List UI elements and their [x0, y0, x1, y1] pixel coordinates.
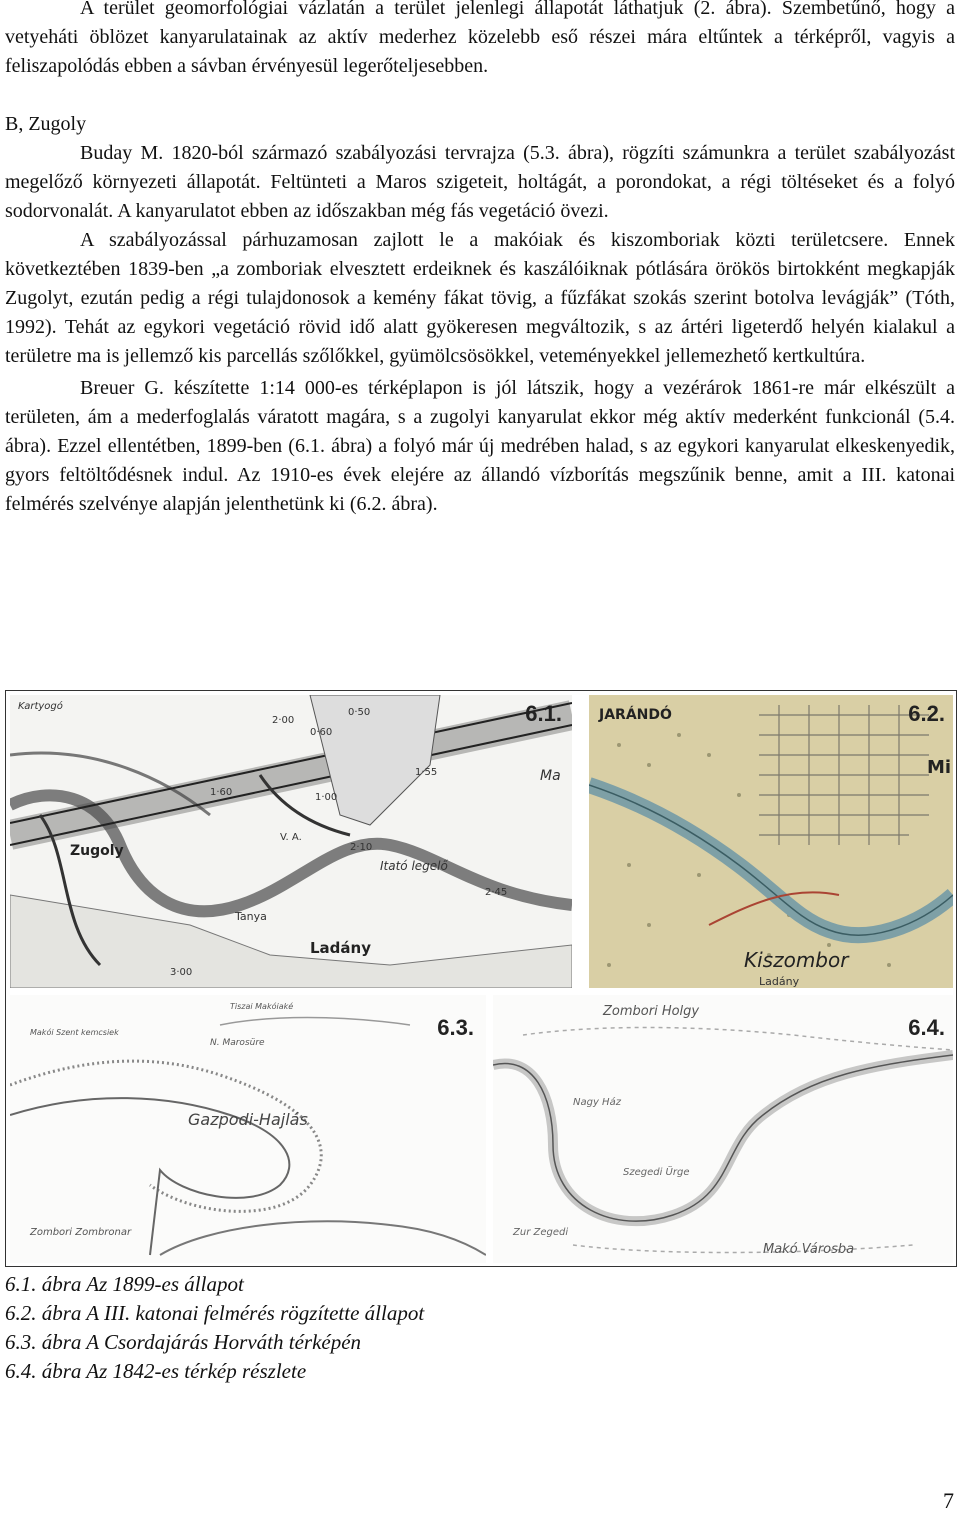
label-zombori-holgy: Zombori Holgy	[603, 1004, 700, 1019]
label-itato: Itató legelő	[380, 859, 448, 873]
label-300: 3·00	[170, 967, 193, 978]
label-ladany-2: Ladány	[759, 975, 800, 988]
label-245: 2·45	[485, 887, 508, 898]
label-tanya: Tanya	[235, 910, 267, 923]
label-200: 2·00	[272, 715, 295, 726]
figure-6-1	[10, 695, 572, 988]
caption-6-2: 6.2. ábra A III. katonai felmérés rögzítette állapot	[5, 1301, 425, 1325]
label-szegedi-urge: Szegedi Ürge	[623, 1167, 690, 1178]
map-third-survey	[589, 695, 953, 988]
label-nmuma: N. Marosüre	[210, 1038, 265, 1048]
label-050: 0·50	[348, 707, 371, 718]
figure-panel	[5, 690, 957, 1267]
label-100: 1·00	[315, 792, 338, 803]
paragraph-4: Breuer G. készítette 1:14 000-es térképlapon is jól látszik, hogy a vezérárok 1861-re már elkészült a területen, ám a mederfoglalás váratott magára, s a zugolyi kanyarulat ekkor még aktív mederként funkcionál (5.4. ábra). Ezzel ellentétben, 1899-ben (6.1. ábra) a folyó már új medrében halad, s az egykori kanyarulat elkeskenyedik, gyors feltöltődésnek indul. Az 1910-es évek elejére az állandó vízborítás megszűnik benne, amit a III. katonai felmérés szelvénye alapján jelenthetünk ki (6.2. ábra).	[5, 377, 955, 515]
label-kiszombor: Kiszombor	[744, 948, 849, 972]
label-top3: Tiszai Makóiaké	[230, 1002, 294, 1011]
section-heading: B, Zugoly	[5, 113, 87, 135]
body-text	[5, 0, 955, 519]
figure-label-6-1: 6.1.	[525, 701, 562, 726]
label-zur-zegedi: Zur Zegedi	[513, 1227, 569, 1238]
map-1899	[10, 695, 572, 988]
label-mako-varosba: Makó Városba	[763, 1242, 855, 1257]
caption-6-3: 6.3. ábra A Csordajárás Horváth térképén	[5, 1330, 362, 1354]
figure-6-3	[10, 995, 486, 1263]
figure-label-6-2: 6.2.	[908, 701, 945, 726]
figure-6-2	[589, 695, 953, 988]
caption-6-4: 6.4. ábra Az 1842-es térkép részlete	[5, 1359, 307, 1383]
label-ma: Ma	[540, 768, 561, 784]
caption-6-1: 6.1. ábra Az 1899-es állapot	[5, 1272, 244, 1296]
paragraph-3: A szabályozással párhuzamosan zajlott le a makóiak és kiszomboriak közti területcsere. Ennek következtében 1839-ben „a zomboriak elvesztett erdeiknek és kaszálóiknak pótlására örökös birtokként megkapják Zugolyt, ezután pedig a régi tulajdonosok a kemény fákat tövig, a fűzfákat szokás szerint botolva levágják” (Tóth, 1992). Tehát az egykori vegetáció rövid idő alatt gyökeresen megváltozik, s az ártéri ligeterdő helyén kialakul a területre ma is jellemző kis parcellás szőlőkkel, gyümölcsösökkel, veteményekkel jellemezhető kertkultúra.	[5, 229, 955, 367]
figure-captions	[5, 1270, 705, 1386]
label-160: 1·60	[210, 787, 233, 798]
label-zombor: Zombori Zombronar	[30, 1227, 132, 1238]
label-hajlas: Gazpodi-Hajlás	[188, 1110, 308, 1129]
figure-6-4	[493, 995, 953, 1263]
figure-label-6-4: 6.4.	[908, 1015, 945, 1040]
label-210: 2·10	[350, 842, 373, 853]
label-kartyogo: Kartyogó	[18, 701, 63, 712]
label-mi: Mi	[927, 757, 952, 778]
label-jarando: JARÁNDÓ	[599, 707, 672, 723]
label-va: V. A.	[280, 832, 302, 843]
label-060: 0·60	[310, 727, 333, 738]
paragraph-2: Buday M. 1820-ból származó szabályozási tervrajza (5.3. ábra), rögzíti számunkra a terület szabályozást megelőző környezeti állapotát. Feltünteti a Maros szigeteit, holtágát, a porondokat, a régi töltéseket és a folyó sodorvonalát. A kanyarulatot ebben az időszakban még fás vegetáció övezi.	[5, 142, 955, 222]
label-155: 1·55	[415, 767, 438, 778]
page-number: 7	[943, 1488, 954, 1513]
label-zugoly: Zugoly	[70, 843, 124, 859]
label-nagy-haz: Nagy Ház	[573, 1097, 621, 1108]
label-ladany: Ladány	[310, 939, 371, 957]
figure-label-6-3: 6.3.	[437, 1015, 474, 1040]
map-horvath	[10, 995, 486, 1263]
paragraph-1: A terület geomorfológiai vázlatán a terület jelenlegi állapotát láthatjuk (2. ábra). Szembetűnő, hogy a vetyeháti öblözet kanyarulatainak az aktív mederhez közelebb eső részei mára eltűntek a térképről, vagyis a feliszapolódás ebben a sávban érvényesül legerőteljesebben.	[5, 0, 955, 77]
map-1842	[493, 995, 953, 1263]
label-topleft: Makói Szent kemcsiek	[30, 1028, 119, 1037]
